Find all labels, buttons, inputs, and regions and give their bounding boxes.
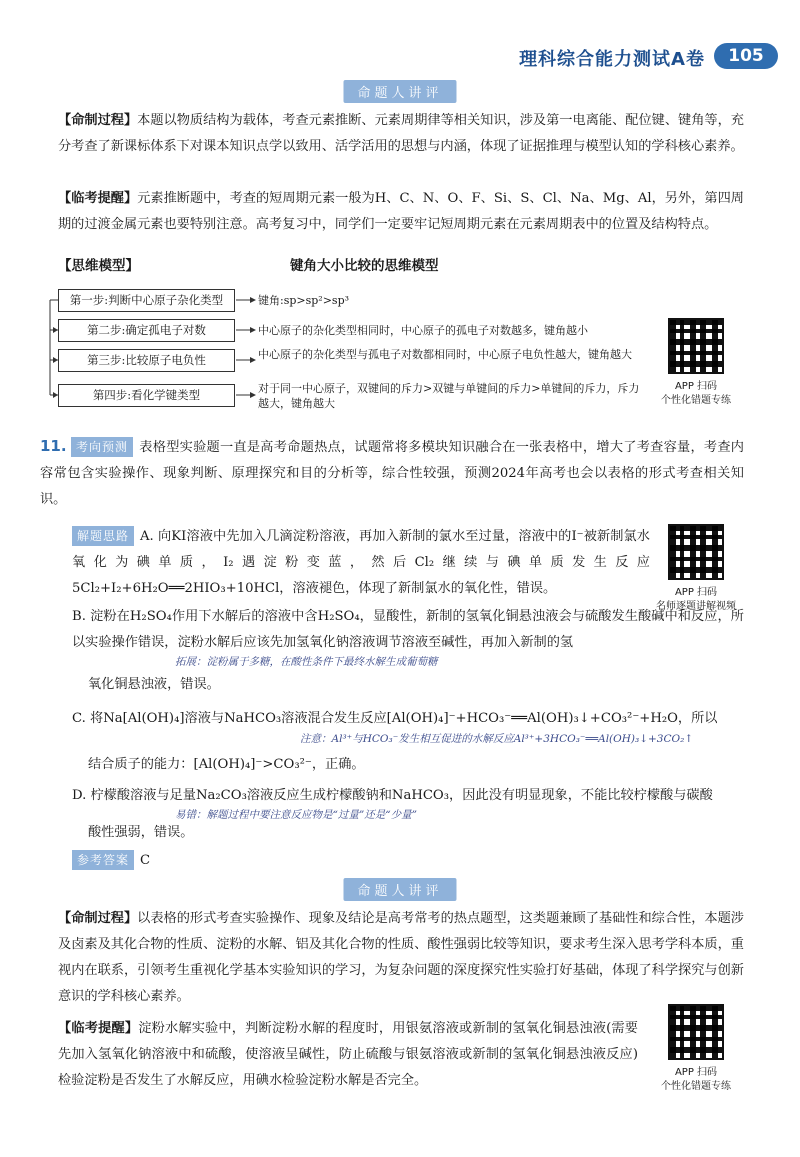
exam-reminder-label-2: 【临考提醒】 <box>58 1021 139 1036</box>
forecast-tag: 考向预测 <box>71 437 133 457</box>
flow-step-3: 第三步:比较原子电负性 <box>58 349 235 372</box>
qr-caption-2-line2: 个性化错题专练 <box>661 1081 731 1092</box>
question-number: 11. <box>40 437 67 455</box>
flow-note-2: 中心原子的杂化类型相同时，中心原子的孤电子对数越多，键角越小 <box>258 324 588 337</box>
flow-note-4: 对于同一中心原子，双键间的斥力>双键与单键间的斥力>单键间的斥力，斥力越大，键角越大 <box>258 382 640 410</box>
answer-value: C <box>140 853 151 868</box>
exam-reminder-text-2: 淀粉水解实验中，判断淀粉水解的程度时，用银氨溶液或新制的氢氧化铜悬浊液(需要先加入氢氧化钠溶液中和硫酸，使溶液呈碱性，防止硫酸与银氨溶液或新制的氢氧化铜悬浊液反应)检验淀粉是否发生了水解反应，用碘水检验淀粉水解是否完全。 <box>58 1021 638 1088</box>
design-process-text-2: 以表格的形式考查实验操作、现象及结论是高考常考的热点题型，这类题兼顾了基础性和综合性，本题涉及卤素及其化合物的性质、淀粉的水解、铝及其化合物的性质、酸性强弱比较等知识，要求考生深入思考学科本质，重视内在联系，引领考生重视化学基本实验知识的学习，为复杂问题的深度探究性实验打好基础，体现了科学探究与创新意识的学科核心素养。 <box>58 911 744 1004</box>
design-process-label: 【命制过程】 <box>58 113 138 128</box>
exam-reminder-paragraph-2 <box>58 1016 638 1094</box>
question-11-intro <box>40 433 744 513</box>
option-c-note: 注意：Al³⁺与HCO₃⁻发生相互促进的水解反应Al³⁺+3HCO₃⁻══Al(OH)₃↓+3CO₂↑ <box>300 733 694 745</box>
option-b-text: B. 淀粉在H₂SO₄作用下水解后的溶液中含H₂SO₄，显酸性，新制的氢氧化铜悬浊液会与硫酸发生酸碱中和反应，所以实验操作错误，淀粉水解后应该先加氢氧化钠溶液调节溶液至碱性，再加入新制的氢 <box>72 609 744 650</box>
qr-caption-line2: 个性化错题专练 <box>661 395 731 406</box>
qr-caption-line1: APP 扫码 <box>674 381 718 392</box>
qr-code-video-icon[interactable] <box>668 524 724 580</box>
design-process-label-2: 【命制过程】 <box>58 911 138 926</box>
option-d-end: 酸性强弱，错误。 <box>88 825 194 840</box>
solution-tag: 解题思路 <box>72 526 134 546</box>
option-c-text: C. 将Na[Al(OH)₄]溶液与NaHCO₃溶液混合发生反应[Al(OH)₄]⁻+HCO₃⁻══Al(OH)₃↓+CO₃²⁻+H₂O，所以 <box>72 711 718 726</box>
design-process-text: 本题以物质结构为载体，考查元素推断、元素周期律等相关知识，涉及第一电离能、配位键、键角等，充分考查了新课标体系下对课本知识点学以致用、活学活用的思想与内涵，体现了证据推理与模型认知的学科核心素养。 <box>58 113 744 154</box>
qr-caption-2 <box>641 1066 751 1094</box>
section-banner-2: 命题人讲评 <box>343 878 456 901</box>
page-number: 105 <box>714 43 778 69</box>
answer-line <box>72 848 372 874</box>
thinking-model-label: 【思维模型】 <box>58 258 139 274</box>
flow-note-1: 键角:sp>sp²>sp³ <box>258 294 350 307</box>
design-process-paragraph-2 <box>58 906 744 1010</box>
section-banner: 命题人讲评 <box>343 80 456 103</box>
thinking-model-title: 键角大小比较的思维模型 <box>290 258 439 274</box>
header-title: 理科综合能力测试A卷 <box>519 49 705 70</box>
qr-code-icon-2[interactable] <box>668 1004 724 1060</box>
option-c-end: 结合质子的能力：[Al(OH)₄]⁻>CO₃²⁻，正确。 <box>88 757 365 772</box>
qr-caption-2-line1: APP 扫码 <box>674 1067 718 1078</box>
option-a-paragraph <box>72 524 650 602</box>
question-11-text: 表格型实验题一直是高考命题热点，试题常将多模块知识融合在一张表格中，增大了考查容量，考查内容常包含实验操作、现象判断、原理探究和目的分析等，综合性较强，预测2024年高考也会以表格的形式考查相关知识。 <box>40 440 744 507</box>
option-b-end: 氧化铜悬浊液，错误。 <box>88 677 220 692</box>
qr-video-caption-line2: 名师逐题讲解视频 <box>656 601 736 612</box>
flow-step-2: 第二步:确定孤电子对数 <box>58 319 235 342</box>
answer-tag: 参考答案 <box>72 850 134 870</box>
flow-note-3: 中心原子的杂化类型与孤电子对数都相同时，中心原子电负性越大，键角越大 <box>258 348 632 361</box>
option-d-note: 易错：解题过程中要注意反应物是“过量”还是“少量” <box>175 809 417 821</box>
qr-code-icon[interactable] <box>668 318 724 374</box>
qr-caption <box>641 380 751 408</box>
exam-reminder-paragraph <box>58 186 744 238</box>
flow-step-4: 第四步:看化学键类型 <box>58 384 235 407</box>
flow-step-1: 第一步:判断中心原子杂化类型 <box>58 289 235 312</box>
qr-video-caption-line1: APP 扫码 <box>674 587 718 598</box>
option-b-note: 拓展：淀粉属于多糖，在酸性条件下最终水解生成葡萄糖 <box>175 656 438 668</box>
option-a-text: A. 向KI溶液中先加入几滴淀粉溶液，再加入新制的氯水至过量，溶液中的I⁻被新制氯水氧化为碘单质，I₂遇淀粉变蓝，然后Cl₂继续与碘单质发生反应5Cl₂+I₂+6H₂O══2HIO₃+10HCl，溶液褪色，体现了新制氯水的氧化性，错误。 <box>72 529 650 596</box>
design-process-paragraph <box>58 108 744 160</box>
exam-reminder-text: 元素推断题中，考查的短周期元素一般为H、C、N、O、F、Si、S、Cl、Na、Mg、Al，另外，第四周期的过渡金属元素也要特别注意。高考复习中，同学们一定要牢记短周期元素在元素周期表中的位置及结构特点。 <box>58 191 744 232</box>
exam-reminder-label: 【临考提醒】 <box>58 191 138 206</box>
option-d-text: D. 柠檬酸溶液与足量Na₂CO₃溶液反应生成柠檬酸钠和NaHCO₃，因此没有明显现象，不能比较柠檬酸与碳酸 <box>72 788 713 803</box>
